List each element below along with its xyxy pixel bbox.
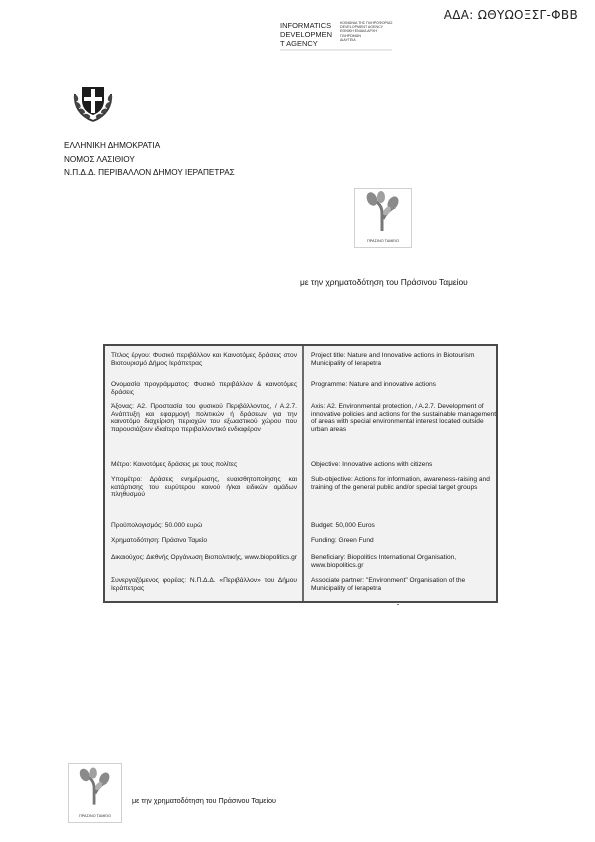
panel-cell: Συνεργαζόμενος φορέας: Ν.Π.Δ.Δ. «Περιβάλλον» του Δήμου Ιεράπετρας	[111, 577, 297, 592]
tree-logo-icon	[355, 189, 411, 235]
green-fund-logo	[354, 188, 412, 248]
panel-cell: Δικαιούχος: Διεθνής Οργάνωση Βιοπολιτικής, www.biopolitics.gr	[111, 554, 297, 561]
panel-cell: Άξονας: Α2. Προστασία του φυσικού Περιβάλλοντος, / Α.2.7. Ανάπτυξη και εφαρμογή πολιτικών ή δράσεων για την καινοτόμο διαχείριση περιοχών του εξωαστικού χώρου που παρουσιάζουν ιδιαίτερο περιβαλλοντικό ενδιαφέρον	[111, 403, 297, 433]
ida-underline	[280, 49, 392, 51]
ida-small-line: ΚΟΙΝΩΝΙΑ ΤΗΣ ΠΛΗΡΟΦΟΡΙΑΣ	[340, 21, 393, 25]
greek-emblem-icon	[70, 78, 116, 124]
ida-title-line: T AGENCY	[280, 39, 318, 48]
scan-mark	[397, 604, 399, 605]
funding-statement-footer: με την χρηματοδότηση του Πράσινου Ταμείου	[132, 796, 276, 805]
header-line: ΕΛΛΗΝΙΚΗ ΔΗΜΟΚΡΑΤΙΑ	[64, 141, 161, 150]
ida-title	[280, 21, 332, 48]
panel-cell: Budget: 50,000 Euros	[311, 522, 375, 529]
panel-cell: Προϋπολογισμός: 50.000 ευρώ	[111, 522, 203, 529]
issuer-header	[64, 139, 235, 180]
funding-statement: με την χρηματοδότηση του Πράσινου Ταμείου	[300, 277, 468, 287]
panel-divider	[302, 346, 304, 601]
ida-small-line: ΕΘΝΙΚΗ ΕΝΙΑΙΑ ΑΡΧΗ	[340, 29, 377, 34]
project-info-panel	[103, 344, 498, 603]
panel-cell: Project title: Nature and Innovative actions in Biotourism Municipality of Ierapetra	[311, 352, 475, 367]
panel-cell: Υπομέτρο: Δράσεις ενημέρωσης, ευαισθητοποίησης και κατάρτισης του ευρύτερου κοινού ή/και ειδικών ομάδων πληθυσμού	[111, 476, 297, 499]
ida-small-line: ΔΙΑΥΓΕΙΑ	[340, 37, 356, 42]
header-line: Ν.Π.Δ.Δ. ΠΕΡΙΒΑΛΛΟΝ ΔΗΜΟΥ ΙΕΡΑΠΕΤΡΑΣ	[64, 168, 235, 177]
ida-title-line: DEVELOPMEN	[280, 30, 333, 39]
panel-cell: Ονομασία προγράμματος: Φυσικό περιβάλλον & καινοτόμες δράσεις	[111, 381, 297, 396]
panel-cell: Beneficiary: Biopolitics International Organisation, www.biopolitics.gr	[311, 554, 457, 569]
panel-cell: Programme: Nature and innovative actions	[311, 381, 436, 388]
panel-cell: Axis: A2. Environmental protection, / A.2.7. Development of innovative policies and actions for the sustainable management of areas with special environmental interest located outside urban areas	[311, 403, 497, 433]
panel-cell: Χρηματοδότηση: Πράσινο Ταμείο	[111, 537, 208, 544]
header-line: ΝΟΜΟΣ ΛΑΣΙΘΙΟΥ	[64, 154, 135, 164]
ida-small-line: ΠΛΗΡΩΜΩΝ	[340, 33, 361, 38]
panel-cell: Τίτλος έργου: Φυσικό περιβάλλον και Καινοτόμες δράσεις στον Βιοτουρισμό Δήμος Ιεράπετρας	[111, 352, 297, 367]
panel-cell: Associate partner: "Environment" Organisation of the Municipality of Ierapetra	[311, 577, 466, 592]
ida-small-text	[340, 21, 393, 42]
tree-logo-icon	[69, 764, 121, 810]
ada-code: ΑΔΑ: ΩΘΥΩΟΞΣΓ-ΦΒΒ	[443, 8, 578, 22]
green-fund-logo-footer	[68, 763, 122, 823]
logo-caption: ΠΡΑΣΙΝΟ ΤΑΜΕΙΟ	[79, 814, 111, 818]
panel-cell: Objective: Innovative actions with citizens	[311, 461, 433, 468]
panel-cell: Μέτρο: Καινοτόμες δράσεις με τους πολίτες	[111, 461, 238, 468]
panel-cell: Sub-objective: Actions for information, awareness-raising and training of the general public and/or special target groups	[311, 476, 490, 491]
ida-small-line: DEVELOPMENT AGENCY	[340, 25, 384, 30]
logo-caption: ΠΡΑΣΙΝΟ ΤΑΜΕΙΟ	[367, 239, 399, 243]
ida-title-line: INFORMATICS	[280, 21, 332, 30]
panel-cell: Funding: Green Fund	[311, 537, 374, 544]
